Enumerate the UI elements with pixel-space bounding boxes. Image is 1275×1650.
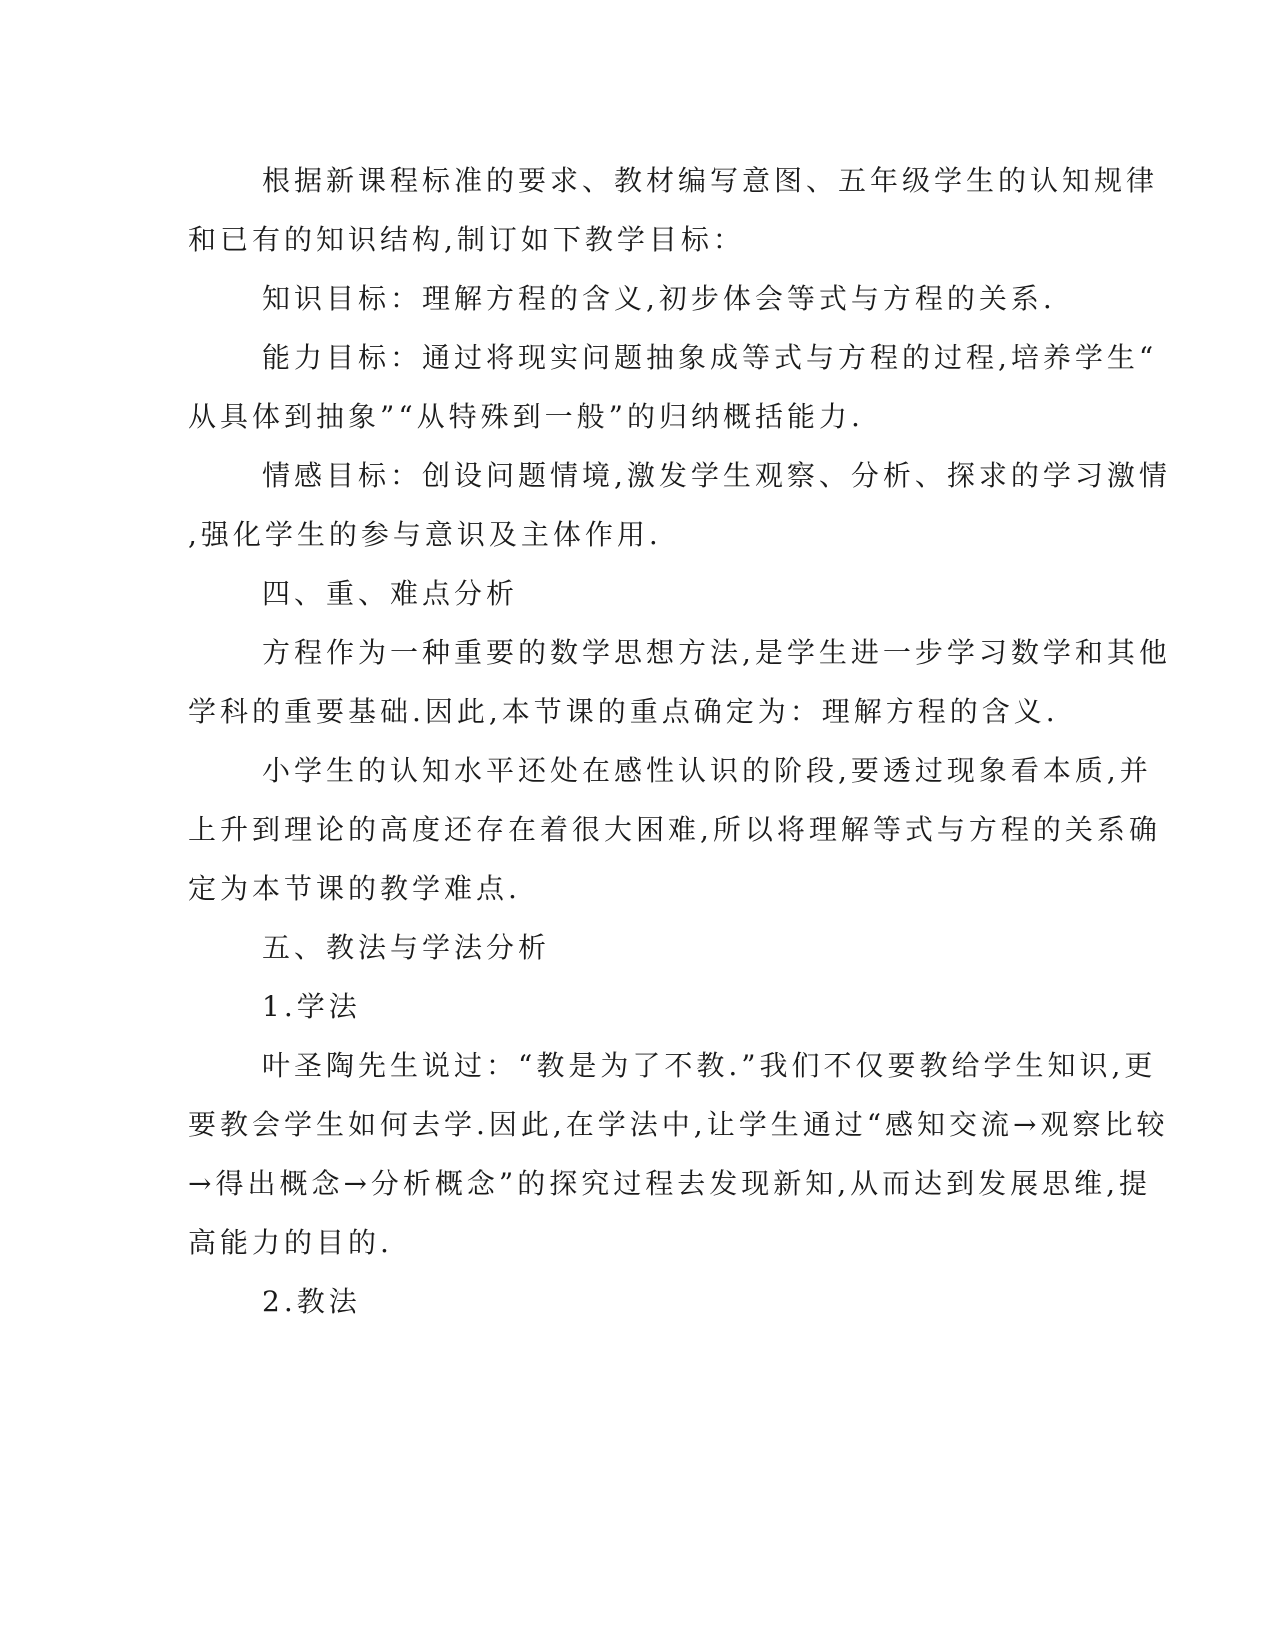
text-line: 要教会学生如何去学.因此,在学法中,让学生通过“感知交流→观察比较	[188, 1108, 1169, 1141]
subsection-heading: 1.学法	[262, 990, 361, 1023]
text-line: 知识目标：理解方程的含义,初步体会等式与方程的关系.	[262, 282, 1056, 315]
text-line: 情感目标：创设问题情境,激发学生观察、分析、探求的学习激情	[262, 459, 1171, 492]
text-line: 从具体到抽象”“从特殊到一般”的归纳概括能力.	[188, 400, 864, 433]
subsection-heading: 2.教法	[262, 1285, 361, 1318]
text-line: 叶圣陶先生说过：“教是为了不教.”我们不仅要教给学生知识,更	[262, 1049, 1157, 1082]
text-line: 小学生的认知水平还处在感性认识的阶段,要透过现象看本质,并	[262, 754, 1152, 787]
text-line: 方程作为一种重要的数学思想方法,是学生进一步学习数学和其他	[262, 636, 1171, 669]
text-line: →得出概念→分析概念”的探究过程去发现新知,从而达到发展思维,提	[188, 1167, 1152, 1200]
text-line: 高能力的目的.	[188, 1226, 393, 1259]
text-line: ,强化学生的参与意识及主体作用.	[188, 518, 662, 551]
text-line: 和已有的知识结构,制订如下教学目标：	[188, 223, 745, 256]
section-heading: 五、教法与学法分析	[262, 931, 551, 964]
text-line: 根据新课程标准的要求、教材编写意图、五年级学生的认知规律	[262, 164, 1159, 197]
text-line: 能力目标：通过将现实问题抽象成等式与方程的过程,培养学生“	[262, 341, 1158, 374]
text-line: 定为本节课的教学难点.	[188, 872, 521, 905]
text-line: 学科的重要基础.因此,本节课的重点确定为：理解方程的含义.	[188, 695, 1059, 728]
section-heading: 四、重、难点分析	[262, 577, 519, 610]
text-line: 上升到理论的高度还存在着很大困难,所以将理解等式与方程的关系确	[188, 813, 1161, 846]
